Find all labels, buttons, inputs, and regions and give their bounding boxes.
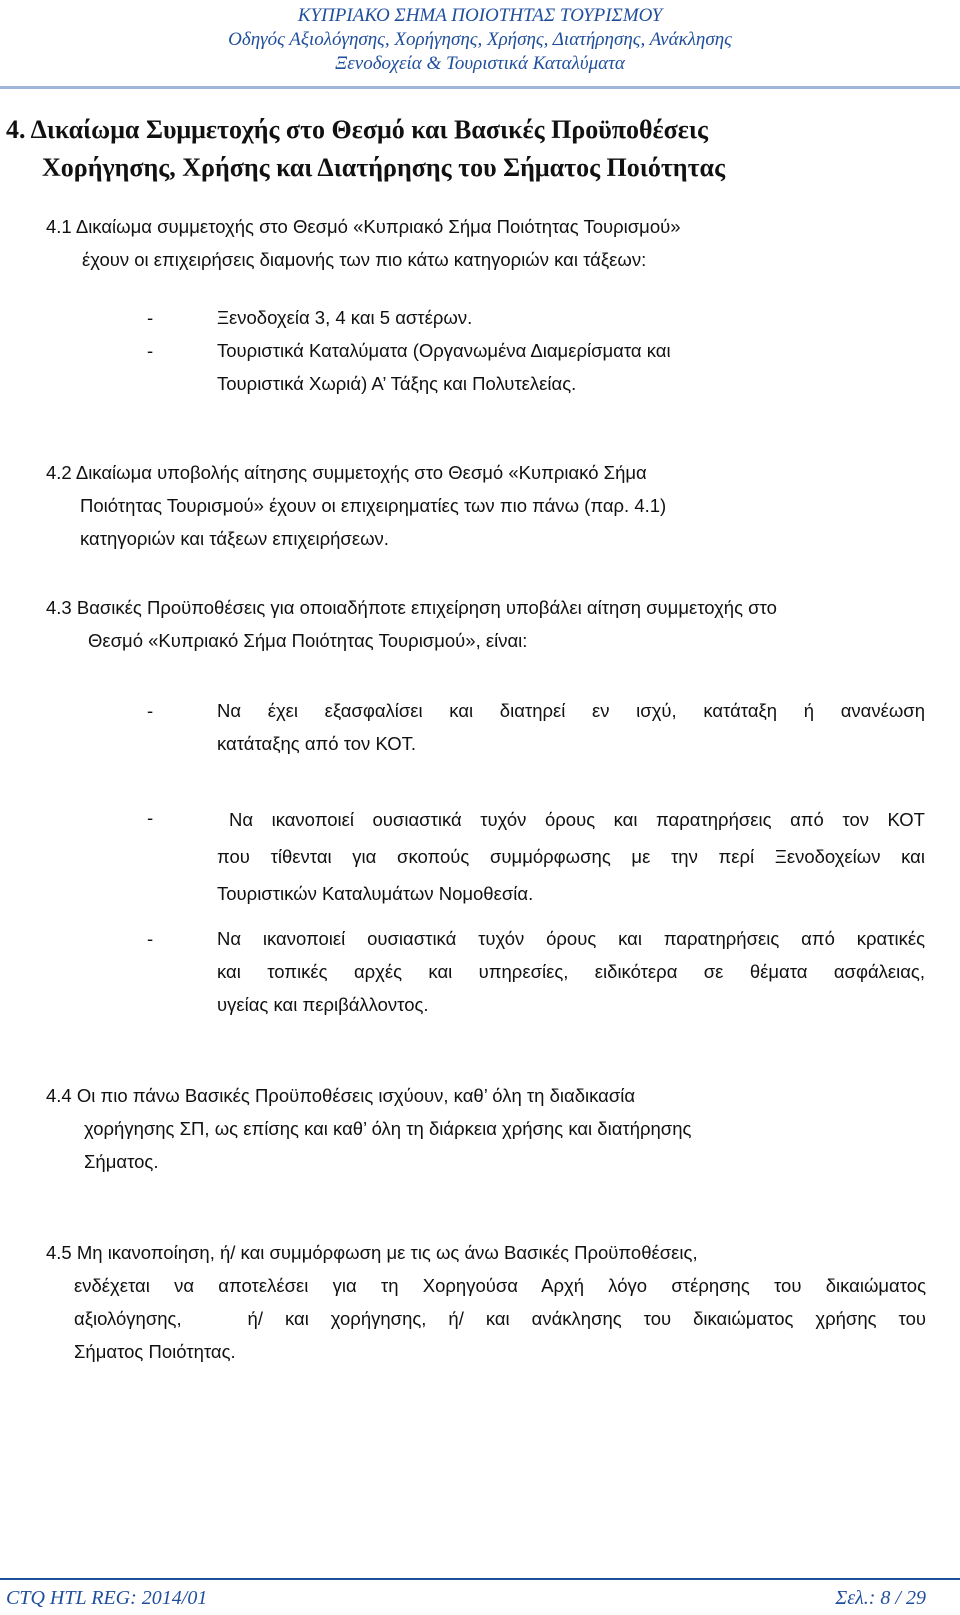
paragraph-4-2 bbox=[46, 456, 926, 555]
paragraph-line: έχουν οι επιχειρήσεις διαμονής των πιο κάτω κατηγοριών και τάξεων: bbox=[82, 249, 647, 270]
header-title: ΚΥΠΡΙΑΚΟ ΣΗΜΑ ΠΟΙΟΤΗΤΑΣ ΤΟΥΡΙΣΜΟΥ bbox=[297, 5, 663, 26]
bullet-line: κατάταξης από τον ΚΟΤ. bbox=[217, 733, 417, 754]
bullet-line: Να ικανοποιεί ουσιαστικά τυχόν όρους και παρατηρήσεις από τον ΚΟΤ bbox=[229, 809, 925, 830]
bullet-line: και τοπικές αρχές και υπηρεσίες, ειδικότερα σε θέματα ασφάλειας, bbox=[217, 961, 925, 982]
paragraph-line: 4.1 Δικαίωμα συμμετοχής στο Θεσμό «Κυπριακό Σήμα Ποιότητας Τουρισμού» bbox=[46, 216, 681, 237]
bullet-line: Τουριστικά Καταλύματα (Οργανωμένα Διαμερίσματα και bbox=[217, 340, 671, 361]
paragraph-line: Θεσμό «Κυπριακό Σήμα Ποιότητας Τουρισμού», είναι: bbox=[88, 630, 528, 651]
footer-divider bbox=[0, 1578, 960, 1580]
bullet-line: Να ικανοποιεί ουσιαστικά τυχόν όρους και παρατηρήσεις από κρατικές bbox=[217, 928, 925, 949]
bullet-authorities bbox=[217, 922, 925, 1021]
paragraph-line: ενδέχεται να αποτελέσει για τη Χορηγούσα Αρχή λόγο στέρησης του δικαιώματος bbox=[74, 1275, 926, 1296]
section-title-line2: Χορήγησης, Χρήσης και Διατήρησης του Σήματος Ποιότητας bbox=[42, 153, 726, 182]
paragraph-4-1 bbox=[46, 210, 926, 276]
bullet-classification bbox=[217, 694, 925, 760]
paragraph-line: χορήγησης ΣΠ, ως επίσης και καθ’ όλη τη διάρκεια χρήσης και διατήρησης bbox=[84, 1118, 692, 1139]
paragraph-line: κατηγοριών και τάξεων επιχειρήσεων. bbox=[80, 528, 389, 549]
bullet-line: Να έχει εξασφαλίσει και διατηρεί εν ισχύ, κατάταξη ή ανανέωση bbox=[217, 700, 925, 721]
bullet-dash: - bbox=[147, 807, 154, 828]
footer-document-code: CTQ HTL REG: 2014/01 bbox=[6, 1587, 208, 1609]
paragraph-line: Σήματος. bbox=[84, 1151, 159, 1172]
bullet-line: Τουριστικά Χωριά) Α’ Τάξης και Πολυτελείας. bbox=[217, 373, 577, 394]
bullet-line: που τίθενται για σκοπούς συμμόρφωσης με την περί Ξενοδοχείων και bbox=[217, 846, 925, 867]
header-divider bbox=[0, 86, 960, 89]
section-title-line1: 4. Δικαίωμα Συμμετοχής στο Θεσμό και Βασικές Προϋποθέσεις bbox=[6, 115, 708, 144]
section-title bbox=[6, 111, 956, 187]
paragraph-line: 4.2 Δικαίωμα υποβολής αίτησης συμμετοχής στο Θεσμό «Κυπριακό Σήμα bbox=[46, 462, 647, 483]
bullet-kot-terms bbox=[217, 801, 925, 912]
footer-page-number: Σελ.: 8 / 29 bbox=[835, 1587, 926, 1609]
header-category: Ξενοδοχεία & Τουριστικά Καταλύματα bbox=[335, 53, 625, 74]
paragraph-line: 4.3 Βασικές Προϋποθέσεις για οποιαδήποτε επιχείρηση υποβάλει αίτηση συμμετοχής στο bbox=[46, 597, 777, 618]
page-header bbox=[0, 0, 960, 82]
paragraph-4-5 bbox=[46, 1236, 926, 1368]
bullet-tourist-accommodation bbox=[217, 334, 917, 400]
paragraph-line: Ποιότητας Τουρισμού» έχουν οι επιχειρηματίες των πιο πάνω (παρ. 4.1) bbox=[80, 495, 667, 516]
paragraph-line: 4.4 Οι πιο πάνω Βασικές Προϋποθέσεις ισχύουν, καθ’ όλη τη διαδικασία bbox=[46, 1085, 636, 1106]
bullet-line: υγείας και περιβάλλοντος. bbox=[217, 994, 429, 1015]
paragraph-4-4 bbox=[46, 1079, 926, 1178]
bullet-hotels: Ξενοδοχεία 3, 4 και 5 αστέρων. bbox=[217, 307, 473, 328]
bullet-dash: - bbox=[147, 928, 154, 949]
bullet-dash: - bbox=[147, 700, 154, 721]
paragraph-line: 4.5 Μη ικανοποίηση, ή/ και συμμόρφωση με τις ως άνω Βασικές Προϋποθέσεις, bbox=[46, 1242, 698, 1263]
paragraph-line: αξιολόγησης, ή/ και χορήγησης, ή/ και ανάκλησης του δικαιώματος χρήσης του bbox=[74, 1308, 926, 1329]
header-subtitle: Οδηγός Αξιολόγησης, Χορήγησης, Χρήσης, Διατήρησης, Ανάκλησης bbox=[228, 29, 732, 50]
paragraph-line: Σήματος Ποιότητας. bbox=[74, 1341, 236, 1362]
bullet-line: Τουριστικών Καταλυμάτων Νομοθεσία. bbox=[217, 883, 534, 904]
bullet-dash: - bbox=[147, 340, 154, 361]
bullet-dash: - bbox=[147, 307, 154, 328]
paragraph-4-3 bbox=[46, 591, 946, 657]
